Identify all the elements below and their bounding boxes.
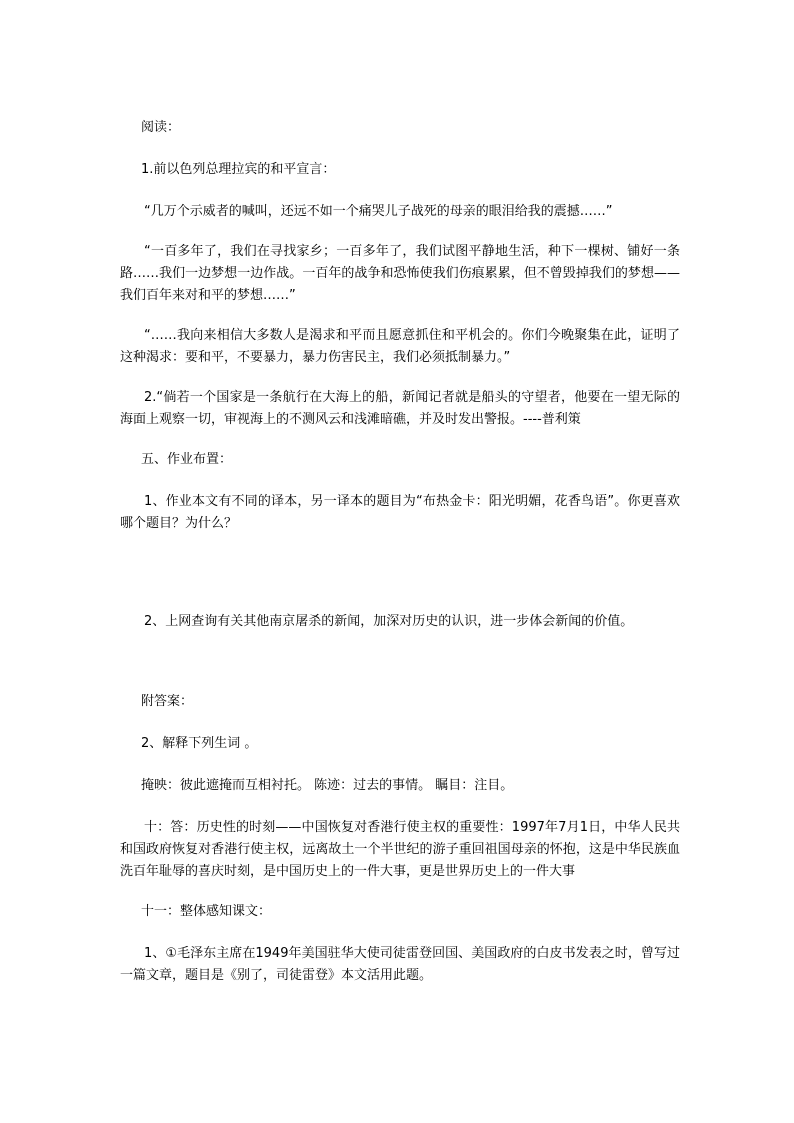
section-5-title: 五、作业布置： <box>141 452 233 467</box>
item-2: 2.“倘若一个国家是一条航行在大海上的船，新闻记者就是船头的守望者，他要在一望无际的海面上观察一切，审视海上的不测风云和浅滩暗礁，并及时发出警报。----普利策 <box>120 390 680 427</box>
homework-1: 1、作业本文有不同的译本，另一译本的题目为“布热金卡：阳光明媚，花香鸟语”。你更喜欢哪个题目？为什么？ <box>120 494 680 531</box>
answer-2-title: 2、解释下列生词 。 <box>141 736 258 751</box>
answer-2-content: 掩映：彼此遮掩而互相衬托。 陈迹：过去的事情。 瞩目：注目。 <box>141 778 514 793</box>
homework-2: 2、上网查询有关其他南京屠杀的新闻，加深对历史的认识，进一步体会新闻的价值。 <box>144 614 634 629</box>
quote-3: “……我向来相信大多数人是渴求和平而且愿意抓住和平机会的。你们今晚聚集在此，证明了这种渴求：要和平，不要暴力，暴力伤害民主，我们必须抵制暴力。” <box>120 328 680 365</box>
reading-label: 阅读： <box>141 120 181 135</box>
quote-1: “几万个示威者的喊叫，还远不如一个痛哭儿子战死的母亲的眼泪给我的震撼……” <box>144 204 613 219</box>
answer-11-title: 十一：整体感知课文： <box>141 904 272 919</box>
answer-10: 十：答：历史性的时刻——中国恢复对香港行使主权的重要性：1997年7月1日，中华人民共和国政府恢复对香港行使主权，远离故土一个半世纪的游子重回祖国母亲的怀抱，这是中华民族血洗百年耻辱的喜庆时刻，是中国历史上的一件大事，更是世界历史上的一件大事 <box>120 820 680 879</box>
document-body <box>120 117 680 1005</box>
item1-title: 1.前以色列总理拉宾的和平宣言： <box>141 162 336 177</box>
answer-11-item-1: 1、①毛泽东主席在1949年美国驻华大使司徒雷登回国、美国政府的白皮书发表之时，曾写过一篇文章，题目是《别了，司徒雷登》本文活用此题。 <box>120 946 680 983</box>
answers-label: 附答案： <box>141 694 194 709</box>
spacer <box>120 651 680 691</box>
quote-2: “一百多年了，我们在寻找家乡；一百多年了，我们试图平静地生活，种下一棵树、铺好一条路……我们一边梦想一边作战。一百年的战争和恐怖使我们伤痕累累，但不曾毁掉我们的梦想——我们百年来对和平的梦想……” <box>120 244 680 303</box>
spacer <box>120 553 680 611</box>
